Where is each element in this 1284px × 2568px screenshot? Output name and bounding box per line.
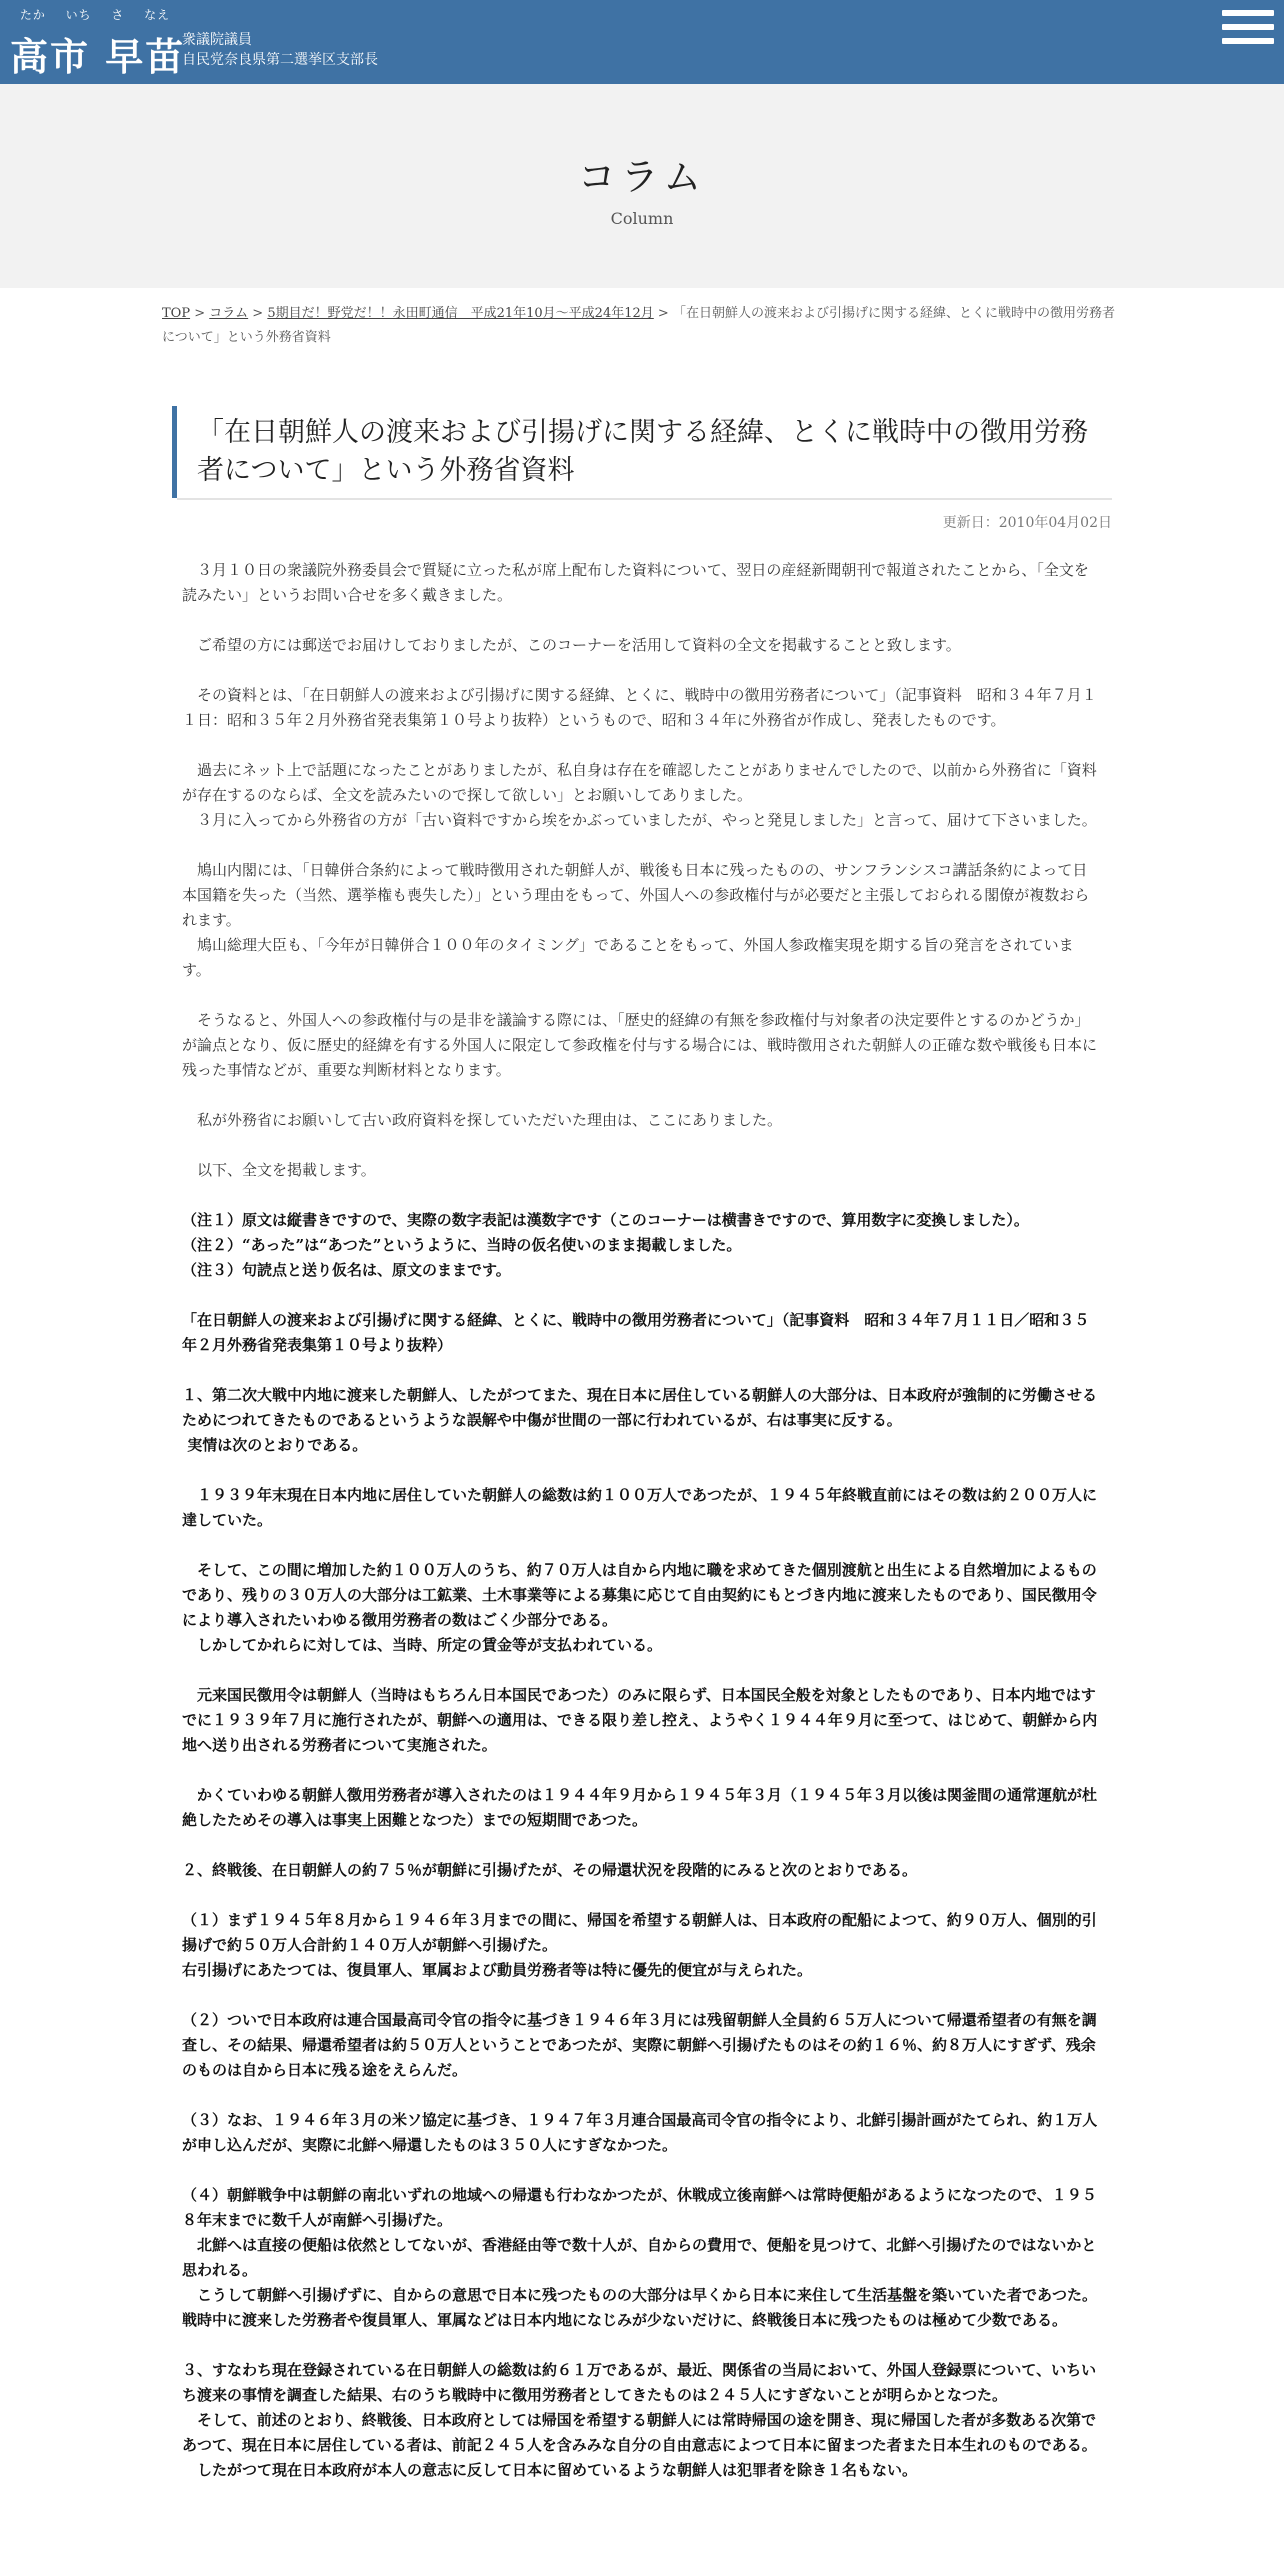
document-paragraph: そして、この間に増加した約１００万人のうち、約７０万人は自から内地に職を求めてきた個別渡航と出生による自然増加によるものであり、残りの３０万人の大部分は工鉱業、土木事業等による募集に応じて自由契約にもとづき内地に渡来したものであり、国民徴用令により導入されたいわゆる徴用労務者の数はごく少部分である。 しかしてかれらに対しては、当時、所定の賃金等が支払われている。 [182, 1561, 1097, 1654]
document-paragraph: １９３９年末現在日本内地に居住していた朝鮮人の総数は約１００万人であつたが、１９４５年終戦直前にはその数は約２００万人に達していた。 [182, 1486, 1098, 1529]
body-paragraph: 過去にネット上で話題になったことがありましたが、私自身は存在を確認したことがありませんでしたので、以前から外務省に「資料が存在するのならば、全文を読みたいので探して欲しい」とお願いしてありました。 ３月に入ってから外務省の方が「古い資料ですから埃をかぶっていましたが、やっと発見しました」と言って、届けて下さいました。 [182, 761, 1097, 829]
document-notes: （注１）原文は縦書きですので、実際の数字表記は漢数字です（このコーナーは横書きですので、算用数字に変換しました）。 （注２）“あった”は“あつた”というように、当時の仮名使いのまま掲載しました。 （注３）句読点と送り仮名は、原文のままです。 [182, 1211, 1029, 1279]
breadcrumb-series-link[interactable]: 5期目だ！野党だ！！永田町通信 平成21年10月～平成24年12月 [267, 306, 654, 321]
body-paragraph: 私が外務省にお願いして古い政府資料を探していただいた理由は、ここにありました。 [182, 1111, 783, 1129]
section-title: コラム [577, 155, 707, 199]
site-header [0, 0, 1284, 84]
document-paragraph: １、第二次大戦中内地に渡来した朝鮮人、したがつてまた、現在日本に居住している朝鮮人の大部分は、日本政府が強制的に労働させるためにつれてきたものであるというような誤解や中傷が世間の一部に行われているが、右は事実に反する。 実情は次のとおりである。 [182, 1386, 1098, 1454]
ruby-1: たか [19, 8, 46, 22]
article [172, 406, 1112, 2483]
article-body [172, 558, 1112, 2483]
breadcrumb-separator: > [194, 306, 206, 321]
body-paragraph: 以下、全文を掲載します。 [182, 1161, 376, 1179]
ruby-4: なえ [144, 8, 171, 22]
ruby-2: いち [65, 8, 92, 22]
document-paragraph: （３）なお、１９４６年３月の米ソ協定に基づき、１９４７年３月連合国最高司令官の指令により、北鮮引揚計画がたてられ、約１万人が申し込んだが、実際に北鮮へ帰還したものは３５０人にすぎなかつた。 [182, 2111, 1098, 2154]
name-ruby [10, 6, 180, 23]
document-paragraph: （４）朝鮮戦争中は朝鮮の南北いずれの地域への帰還も行わなかつたが、休戦成立後南鮮へは常時便船があるようになつたので、１９５８年末までに数千人が南鮮へ引揚げた。 北鮮へは直接の便船は依然としてないが、香港経由等で数十人が、自からの費用で、便船を見つけて、北鮮へ引揚げたのではないかと思われる。 こうして朝鮮へ引揚げずに、自からの意思で日本に残つたものの大部分は早くから日本に来住して生活基盤を築いていた者であつた。戦時中に渡来した労務者や復員軍人、軍属などは日本内地になじみが少ないだけに、終戦後日本に残つたものは極めて少数である。 [182, 2186, 1098, 2329]
body-paragraph: そうなると、外国人への参政権付与の是非を議論する際には、「歴史的経緯の有無を参政権付与対象者の決定要件とするのかどうか」が論点となり、仮に歴史的経緯を有する外国人に限定して参政権を付与する場合には、戦時徴用された朝鮮人の正確な数や戦後も日本に残った事情などが、重要な判断材料となります。 [182, 1011, 1098, 1079]
body-paragraph: ３月１０日の衆議院外務委員会で質疑に立った私が席上配布した資料について、翌日の産経新聞朝刊で報道されたことから、「全文を読みたい」というお問い合せを多く戴きました。 [182, 561, 1089, 604]
document-paragraph: （１）まず１９４５年８月から１９４６年３月までの間に、帰国を希望する朝鮮人は、日本政府の配船によつて、約９０万人、個別的引揚げで約５０万人合計約１４０万人が朝鮮へ引揚げた。 右引揚げにあたつては、復員軍人、軍属および動員労務者等は特に優先的便宜が与えられた。 [182, 1911, 1097, 1979]
ruby-3: さ [111, 8, 125, 22]
position-label: 衆議院議員 [182, 32, 252, 48]
document-paragraph: （２）ついで日本政府は連合国最高司令官の指令に基づき１９４６年３月には残留朝鮮人全員約６５万人について帰還希望者の有無を調査し、その結果、帰還希望者は約５０万人ということであつたが、実際に朝鮮へ引揚げたものはその約１６％、約８万人にすぎず、残余のものは自から日本に残る途をえらんだ。 [182, 2011, 1097, 2079]
breadcrumb-separator: > [657, 306, 669, 321]
breadcrumb-separator: > [252, 306, 264, 321]
body-paragraph: ご希望の方には郵送でお届けしておりましたが、このコーナーを活用して資料の全文を掲載することと致します。 [182, 636, 961, 654]
breadcrumb [162, 302, 1124, 350]
document-paragraph: ３、すなわち現在登録されている在日朝鮮人の総数は約６１万であるが、最近、関係省の当局において、外国人登録票について、いちいち渡来の事情を調査した結果、右のうち戦時中に徴用労務者としてきたものは２４５人にすぎないことが明らかとなつた。 そして、前述のとおり、終戦後、日本政府としては帰国を希望する朝鮮人には常時帰国の途を開き、現に帰国した者が多数ある次第であつて、現在日本に居住している者は、前記２４５人を含みみな自分の自由意志によつて日本に留まつた者また日本生れのものである。 したがつて現在日本政府が本人の意志に反して日本に留めているような朝鮮人は犯罪者を除き１名もない。 [182, 2361, 1097, 2479]
article-title: 「在日朝鮮人の渡来および引揚げに関する経緯、とくに戦時中の徴用労務者について」という外務省資料 [172, 406, 1112, 498]
member-info [182, 30, 378, 70]
document-paragraph: ２、終戦後、在日朝鮮人の約７５％が朝鮮に引揚げたが、その帰還状況を段階的にみると次のとおりである。 [182, 1861, 918, 1879]
document-heading: 「在日朝鮮人の渡来および引揚げに関する経緯、とくに、戦時中の徴用労務者について」（記事資料 昭和３４年７月１１日／昭和３５年２月外務省発表集第１０号より抜粋） [182, 1311, 1090, 1354]
politician-name: 高市 早苗 [10, 35, 186, 79]
title-divider [177, 498, 1112, 500]
updated-date: 更新日：2010年04月02日 [942, 515, 1112, 531]
section-subtitle: Column [610, 209, 674, 228]
document-paragraph: 元来国民徴用令は朝鮮人（当時はもちろん日本国民であつた）のみに限らず、日本国民全般を対象としたものであり、日本内地ではすでに１９３９年７月に施行されたが、朝鮮への適用は、できる限り差し控え、ようやく１９４４年９月に至つて、はじめて、朝鮮から内地へ送り出される労務者について実施された。 [182, 1686, 1098, 1754]
breadcrumb-column-link[interactable]: コラム [209, 306, 249, 321]
body-paragraph: 鳩山内閣には、「日韓併合条約によって戦時徴用された朝鮮人が、戦後も日本に残ったものの、サンフランシスコ講話条約によって日本国籍を失った（当然、選挙権も喪失した）」という理由をもって、外国人への参政権付与が必要だと主張しておられる閣僚が複数おられます。 鳩山総理大臣も、「今年が日韓併合１００年のタイミング」であることをもって、外国人参政権実現を期する旨の発言をされています。 [182, 861, 1090, 979]
document-paragraph: かくていわゆる朝鮮人徴用労務者が導入されたのは１９４４年９月から１９４５年３月（１９４５年３月以後は関釜間の通常運航が杜絶したためその導入は事実上困難となつた）までの短期間であつた。 [182, 1786, 1098, 1829]
body-paragraph: その資料とは、「在日朝鮮人の渡来および引揚げに関する経緯、とくに、戦時中の徴用労務者について」（記事資料 昭和３４年７月１１日：昭和３５年２月外務省発表集第１０号より抜粋）というもので、昭和３４年に外務省が作成し、発表したものです。 [182, 686, 1097, 729]
breadcrumb-current: 「在日朝鮮人の渡来および引揚げに関する経緯、とくに戦時中の徴用労務者について」という外務省資料 [162, 306, 1115, 345]
breadcrumb-top-link[interactable]: TOP [162, 306, 191, 321]
hamburger-menu-icon[interactable] [1222, 10, 1274, 66]
party-role-label: 自民党奈良県第二選挙区支部長 [182, 52, 378, 68]
column-hero [0, 84, 1284, 288]
